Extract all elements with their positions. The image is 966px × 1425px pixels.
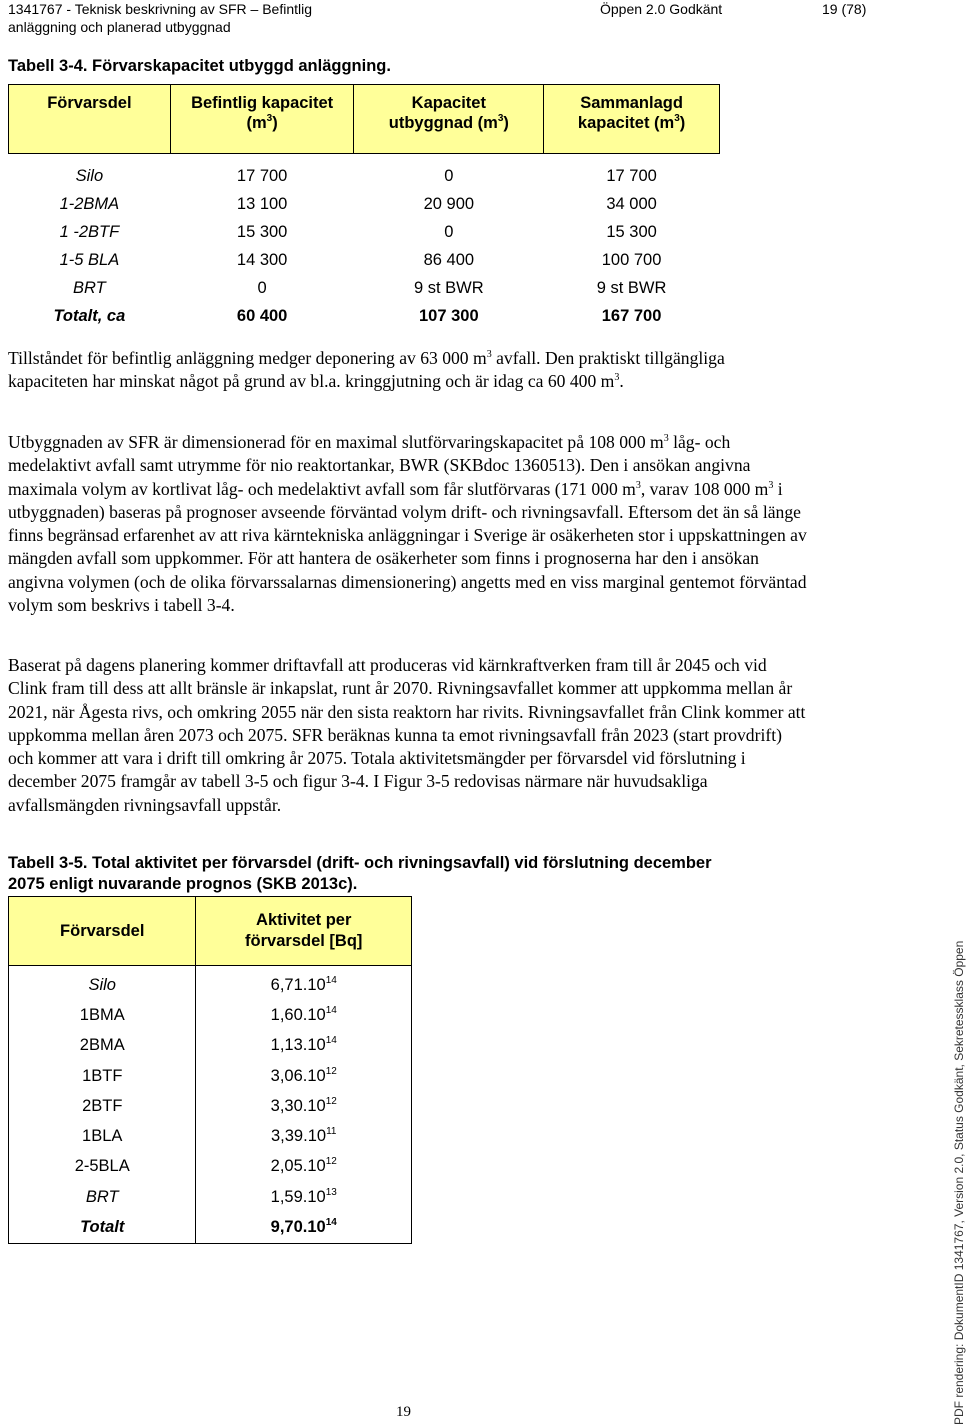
cell-name: 1-2BMA (59, 194, 120, 213)
cell-total-name: Totalt (9, 1212, 196, 1243)
paragraph-tillstandet: Tillståndet för befintlig anläggning medger deponering av 63 000 $m^3$ avfall. Den praktiskt tillgängliga kapaciteten har minskat något på grund av bl.a. kringgjutning och är idag ca 60 400 $m^3$. (8, 348, 725, 392)
table-row (9, 1121, 412, 1151)
activity-table (8, 896, 412, 1244)
cell-value: 0 (257, 278, 267, 297)
cell-name: 1BTF (9, 1061, 196, 1091)
table-row (9, 1031, 412, 1061)
paragraph-utbyggnaden: Utbyggnaden av SFR är dimensionerad för en maximal slutförvaringskapacitet på 108 000 $m^3$ låg- och medelaktivt avfall samt utrymme för nio reaktortankar, BWR (SKBdoc 1360513). Den i ansökan angivna maximala volym av kortlivat låg- och medelaktivt avfall som får slutförvaras (171 000 $m^3$, varav 108 000 $m^3$ i utbyggnaden) baseras på prognoser avseende förväntad volym drift- och rivningsavfall. Eftersom det än så länge finns begränsad erfarenhet av att riva kärntekniska anläggningar i Sverige är osäkerheten stor i uppskattningen av mängden avfall som uppkommer. För att hantera de osäkerheter som finns i prognoserna har den i ansökan angivna volymen (och de olika förvarssalarnas dimensionering) angetts med en viss marginal gentemot förväntad volym som beskrivs i tabell 3-4. (8, 432, 807, 616)
cell-value: 0 (444, 222, 454, 241)
table-row (9, 1182, 412, 1212)
cell-value: 34 000 (606, 194, 657, 213)
col-header-kapacitet: Kapacitet utbyggnad $(m^3)$ (354, 85, 544, 154)
col-header-sammanlagd: Sammanlagd kapacitet $(m^3)$ (544, 85, 720, 154)
cell-value: 20 900 (423, 194, 475, 213)
cell-activity: 3,30.10$^{12}$ (196, 1091, 412, 1121)
cell-activity: 1,60.10$^{14}$ (196, 1000, 412, 1030)
table-row (9, 246, 720, 274)
cell-value: 100 700 (601, 250, 662, 269)
col-header-befintlig: Befintlig kapacitet $(m^3)$ (170, 85, 354, 154)
cell-value: 9 st BWR (596, 278, 667, 297)
cell-name: 1-5 BLA (59, 250, 120, 269)
table-row (9, 1152, 412, 1182)
cell-name: 2BMA (9, 1031, 196, 1061)
cell-activity: 2,05.10$^{12}$ (196, 1152, 412, 1182)
cell-value: 17 700 (606, 166, 657, 185)
table-total-row (9, 1212, 412, 1243)
capacity-table (8, 84, 720, 330)
table-row (9, 154, 720, 191)
cell-name: 1BLA (9, 1121, 196, 1151)
cell-name: 1BMA (9, 1000, 196, 1030)
cell-value: 14 300 (236, 250, 288, 269)
col-header-forvarsdel: Förvarsdel (9, 85, 171, 154)
cell-activity: 3,06.10$^{12}$ (196, 1061, 412, 1091)
cell-activity: 3,39.10$^{11}$ (196, 1121, 412, 1151)
pdf-rendering-note: PDF rendering: DokumentID 1341767, Version 2.0, Status Godkänt, Sekretessklass Öppen (952, 940, 966, 1425)
page-number: 19 (396, 1404, 411, 1420)
cell-value: 9 st BWR (413, 278, 484, 297)
cell-value: 13 100 (236, 194, 288, 213)
cell-total-value: 60 400 (236, 306, 288, 325)
table-row (9, 966, 412, 1001)
document-status: Öppen 2.0 Godkänt (600, 1, 723, 17)
cell-name: 1 -2BTF (59, 222, 120, 241)
cell-name: Silo (9, 966, 196, 1001)
table-row (9, 274, 720, 302)
cell-total-activity: 9,70.10$^{14}$ (196, 1212, 412, 1243)
cell-name: BRT (73, 278, 106, 297)
cell-activity: 6,71.10$^{14}$ (196, 966, 412, 1001)
table1-caption: Tabell 3-4. Förvarskapacitet utbyggd anläggning. (8, 57, 391, 75)
cell-value: 86 400 (423, 250, 475, 269)
cell-activity: 1,13.10$^{14}$ (196, 1031, 412, 1061)
table-row (9, 1061, 412, 1091)
cell-total-value: 167 700 (601, 306, 662, 325)
document-title: 1341767 - Teknisk beskrivning av SFR – Befintlig anläggning och planerad utbyggnad (8, 1, 313, 35)
table-row (9, 1000, 412, 1030)
cell-total-name: Totalt, ca (53, 306, 126, 325)
cell-name: 2BTF (9, 1091, 196, 1121)
cell-name: Silo (75, 166, 104, 185)
cell-value: 15 300 (236, 222, 288, 241)
cell-value: 15 300 (606, 222, 657, 241)
page-indicator: 19 (78) (822, 1, 867, 17)
table2-caption: Tabell 3-5. Total aktivitet per förvarsdel (drift- och rivningsavfall) vid förslutning december 2075 enligt nuvarande prognos (SKB 2013c). (8, 854, 712, 893)
cell-activity: 1,59.10$^{13}$ (196, 1182, 412, 1212)
col-header-forvarsdel: Förvarsdel (9, 897, 196, 966)
table-header-row (9, 85, 720, 154)
cell-total-value: 107 300 (418, 306, 479, 325)
cell-value: 17 700 (236, 166, 288, 185)
cell-value: 0 (444, 166, 454, 185)
table-total-row (9, 302, 720, 330)
table-row (9, 218, 720, 246)
cell-name: 2-5BLA (9, 1152, 196, 1182)
table-header-row (9, 897, 412, 966)
paragraph-baserat: Baserat på dagens planering kommer driftavfall att produceras vid kärnkraftverken fram till år 2045 och vid Clink fram till dess att allt bränsle är inkapslat, runt år 2070. Rivningsavfallet kommer att uppkomma mellan år 2021, när Ågesta rivs, och omkring 2055 när den sista reaktorn har rivits. Rivningsavfallet från Clink kommer att uppkomma mellan åren 2073 och 2075. SFR beräknas kunna ta emot rivningsavfall från 2023 (start provdrift) och kommer att vara i drift till omkring år 2075. Totala aktivitetsmängder per förvarsdel vid förslutning i december 2075 framgår av tabell 3-5 och figur 3-4. I Figur 3-5 redovisas närmare när huvudsakliga avfallsmängden rivningsavfall uppstår. (8, 655, 806, 815)
table-row (9, 1091, 412, 1121)
col-header-aktivitet: Aktivitet per förvarsdel [Bq] (196, 897, 412, 966)
cell-name: BRT (9, 1182, 196, 1212)
table-row (9, 190, 720, 218)
